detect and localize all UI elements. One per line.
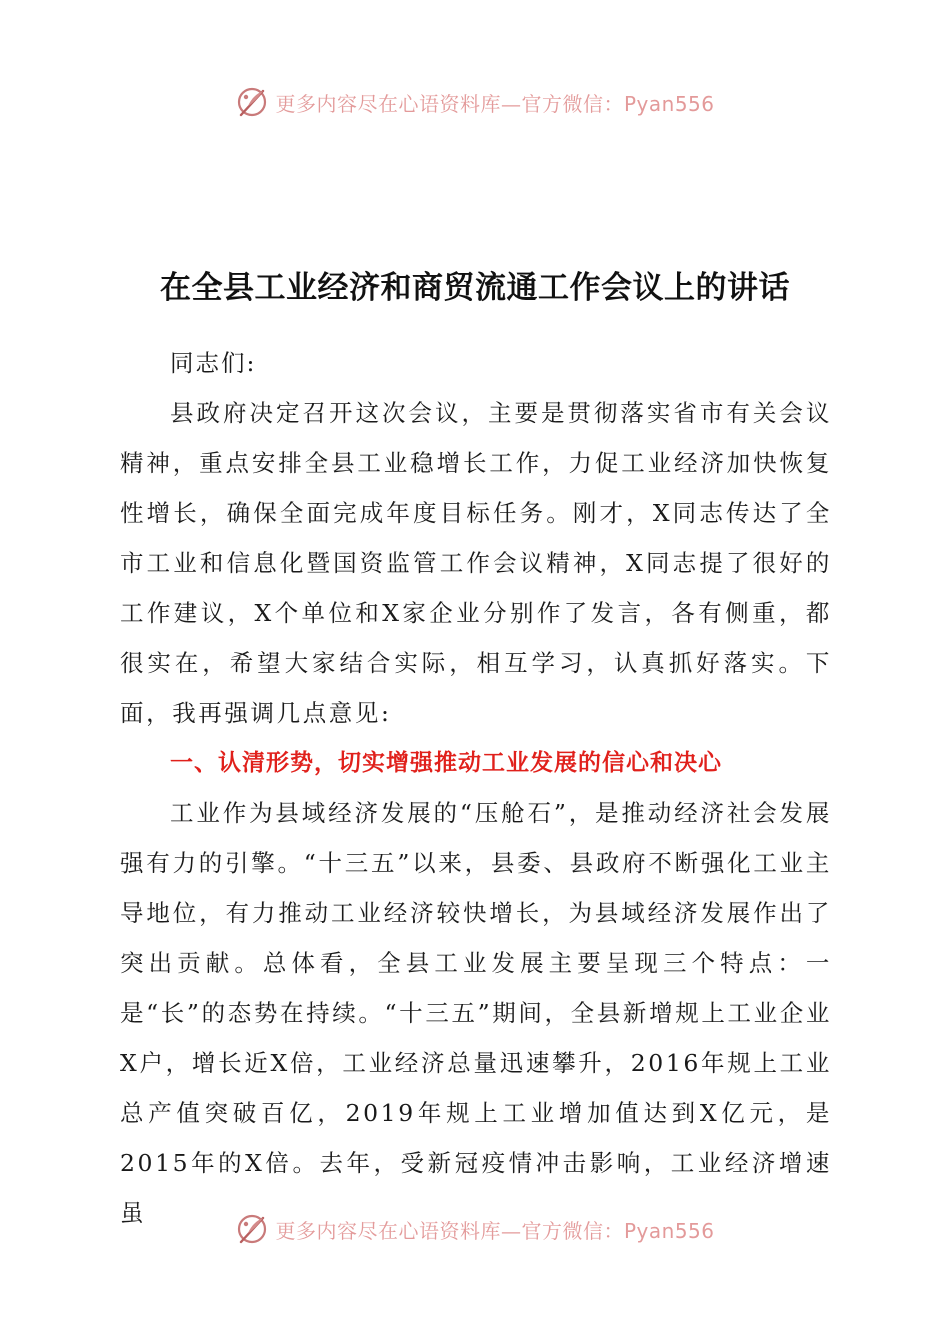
watermark-text: 更多内容尽在心语资料库—官方微信： bbox=[275, 91, 624, 116]
paragraph-intro: 县政府决定召开这次会议，主要是贯彻落实省市有关会议精神，重点安排全县工业稳增长工作，力促工业经济加快恢复性增长，确保全面完成年度目标任务。刚才，X同志传达了全市工业和信息化暨国资监管工作会议精神，X同志提了很好的工作建议，X个单位和X家企业分别作了发言，各有侧重，都很实在，希望大家结合实际，相互学习，认真抓好落实。下面，我再强调几点意见: bbox=[120, 399, 832, 727]
watermark-id: Pyan556 bbox=[623, 1218, 715, 1243]
quill-logo-icon bbox=[235, 1212, 269, 1246]
watermark-footer bbox=[0, 1209, 950, 1249]
greeting: 同志们: bbox=[170, 349, 257, 377]
document-title: 在全县工业经济和商贸流通工作会议上的讲话 bbox=[160, 270, 790, 306]
quill-logo-icon bbox=[235, 85, 269, 119]
watermark-text: 更多内容尽在心语资料库—官方微信： bbox=[275, 1218, 624, 1243]
watermark-header bbox=[0, 82, 950, 122]
section-heading: 一、认清形势，切实增强推动工业发展的信心和决心 bbox=[170, 750, 722, 776]
paragraph-body: 工业作为县域经济发展的“压舱石”，是推动经济社会发展强有力的引擎。“十三五”以来，县委、县政府不断强化工业主导地位，有力推动工业经济较快增长，为县域经济发展作出了突出贡献。总体看，全县工业发展主要呈现三个特点：一是“长”的态势在持续。“十三五”期间，全县新增规上工业企业X户，增长近X倍，工业经济总量迅速攀升，2016年规上工业总产值突破百亿，2019年规上工业增加值达到X亿元，是2015年的X倍。去年，受新冠疫情冲击影响，工业经济增速虽 bbox=[120, 799, 832, 1227]
watermark-id: Pyan556 bbox=[623, 91, 715, 116]
